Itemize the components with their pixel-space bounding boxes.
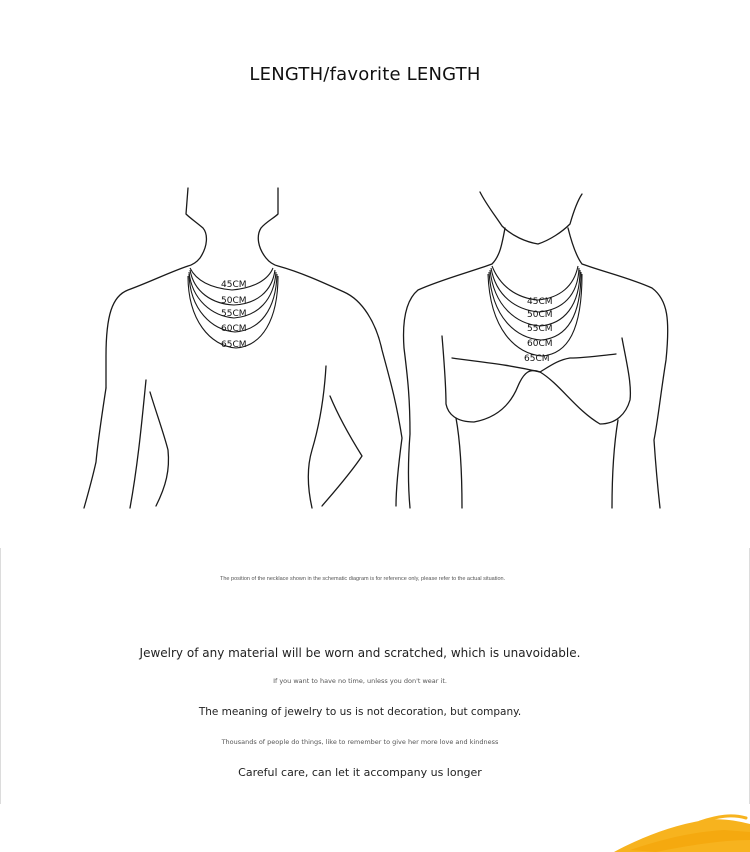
message-line-1: Jewelry of any material will be worn and scratched, which is unavoidable. xyxy=(139,646,581,660)
male-length-label: 60CM xyxy=(221,324,247,334)
page-title: LENGTH/favorite LENGTH xyxy=(249,64,481,85)
male-length-labels xyxy=(221,280,247,350)
disclaimer-note: The position of the necklace shown in the schematic diagram is for reference only, please refer to the actual situation. xyxy=(220,576,506,582)
message-line-2: If you want to have no time, unless you don't wear it. xyxy=(273,677,447,685)
female-length-label: 50CM xyxy=(527,310,553,320)
brush-stroke-decoration xyxy=(600,810,750,852)
male-length-label: 55CM xyxy=(221,309,247,319)
female-length-label: 45CM xyxy=(527,297,553,307)
male-length-label: 45CM xyxy=(221,280,247,290)
female-length-label: 60CM xyxy=(527,339,553,349)
female-figure-outline xyxy=(404,192,668,508)
message-line-4: Thousands of people do things, like to remember to give her more love and kindness xyxy=(221,738,499,746)
message-line-3: The meaning of jewelry to us is not decoration, but company. xyxy=(198,706,522,718)
necklace-length-diagram xyxy=(0,180,750,520)
message-line-5: Careful care, can let it accompany us longer xyxy=(238,766,482,779)
female-length-labels xyxy=(524,297,553,364)
female-length-label: 55CM xyxy=(527,324,553,334)
female-length-label: 65CM xyxy=(524,354,550,364)
male-length-label: 65CM xyxy=(221,340,247,350)
male-length-label: 50CM xyxy=(221,296,247,306)
